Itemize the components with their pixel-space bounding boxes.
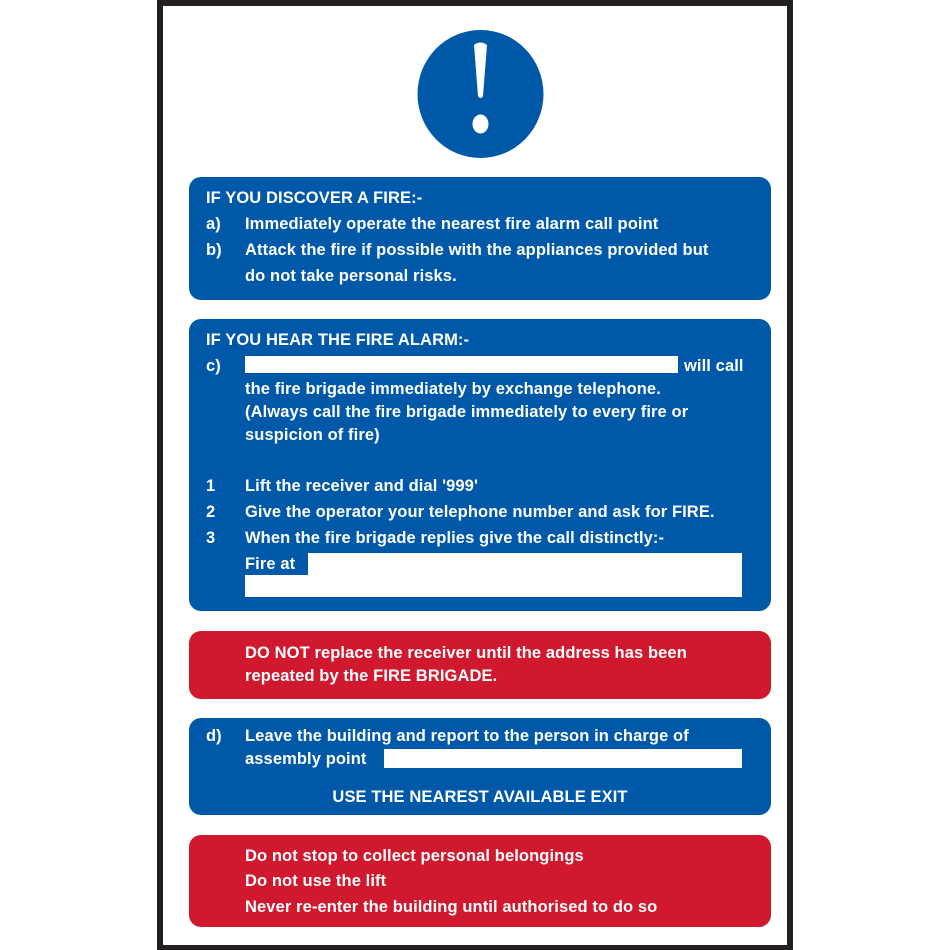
dont-line1: Do not stop to collect personal belongings bbox=[245, 847, 584, 865]
item-c-label: c) bbox=[206, 357, 221, 375]
item-b-text-line2: do not take personal risks. bbox=[245, 267, 457, 285]
will-call-text: will call bbox=[684, 357, 744, 375]
fire-action-sign bbox=[157, 0, 793, 950]
alarm-heading: IF YOU HEAR THE FIRE ALARM:- bbox=[206, 331, 470, 349]
discover-fire-panel bbox=[189, 177, 771, 300]
item-c-line1: the fire brigade immediately by exchange telephone. bbox=[245, 380, 661, 398]
item-d-label: d) bbox=[206, 727, 222, 745]
step-3-text: When the fire brigade replies give the call distinctly:- bbox=[245, 529, 665, 547]
step-1-text: Lift the receiver and dial '999' bbox=[245, 477, 478, 495]
dont-line2: Do not use the lift bbox=[245, 872, 387, 890]
leave-building-panel bbox=[189, 718, 771, 815]
assembly-point-field[interactable] bbox=[384, 749, 742, 768]
item-a-text: Immediately operate the nearest fire alarm call point bbox=[245, 215, 659, 233]
item-b-label: b) bbox=[206, 241, 222, 259]
fire-at-address-field[interactable] bbox=[245, 553, 742, 597]
item-c-line2: (Always call the fire brigade immediately to every fire or bbox=[245, 403, 689, 421]
do-not-replace-warning bbox=[189, 631, 771, 699]
fire-at-label: Fire at bbox=[245, 555, 296, 573]
item-c-line3: suspicion of fire) bbox=[245, 426, 380, 444]
step-2-text: Give the operator your telephone number and ask for FIRE. bbox=[245, 503, 715, 521]
step-2-label: 2 bbox=[206, 503, 216, 521]
step-3-label: 3 bbox=[206, 529, 216, 547]
warning-line2: repeated by the FIRE BRIGADE. bbox=[245, 667, 498, 685]
responsible-person-field[interactable] bbox=[245, 356, 678, 373]
dont-line3: Never re-enter the building until authorised to do so bbox=[245, 898, 658, 916]
nearest-exit-notice: USE THE NEAREST AVAILABLE EXIT bbox=[332, 788, 628, 806]
do-not-panel bbox=[189, 835, 771, 927]
discover-heading: IF YOU DISCOVER A FIRE:- bbox=[206, 189, 423, 207]
step-1-label: 1 bbox=[206, 477, 216, 495]
warning-line1: DO NOT replace the receiver until the address has been bbox=[245, 644, 687, 662]
assembly-point-label: assembly point bbox=[245, 750, 367, 768]
hear-alarm-panel bbox=[189, 319, 771, 611]
item-b-text-line1: Attack the fire if possible with the appliances provided but bbox=[245, 241, 709, 259]
mandatory-exclamation-icon bbox=[417, 29, 544, 159]
item-a-label: a) bbox=[206, 215, 221, 233]
item-d-line1: Leave the building and report to the person in charge of bbox=[245, 727, 689, 745]
